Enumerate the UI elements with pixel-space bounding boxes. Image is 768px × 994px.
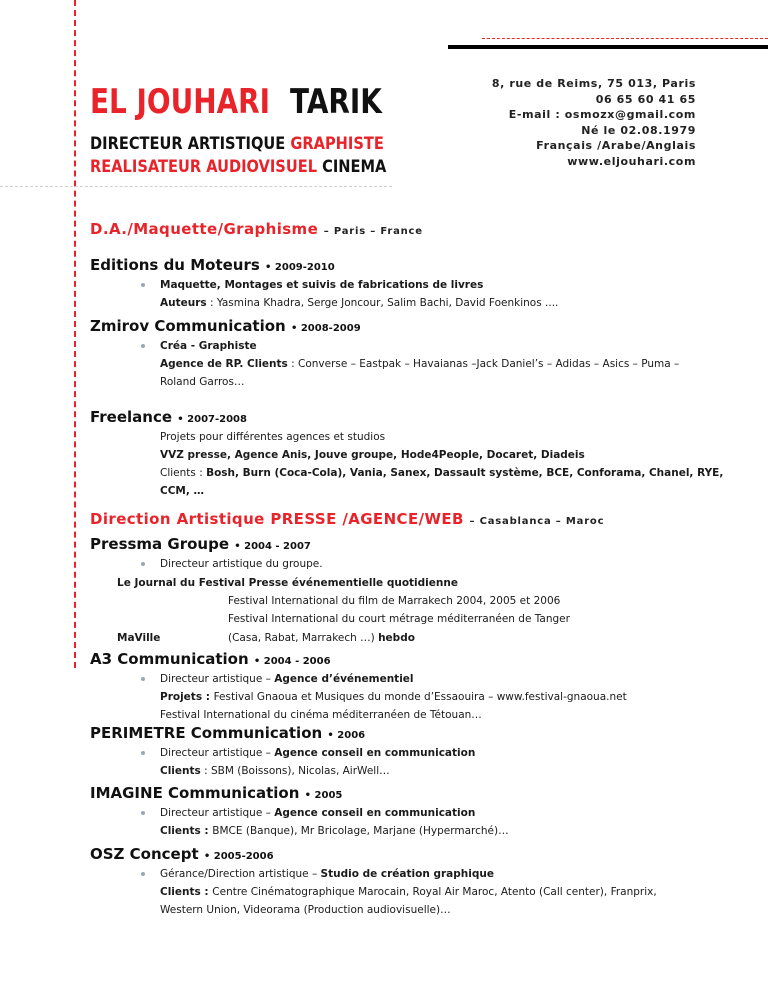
job-company: A3 Communication (90, 650, 249, 668)
job-description: Directeur artistique – Agence conseil en communication (160, 747, 476, 759)
job-perimetre (90, 724, 365, 742)
job-clients: Clients : BMCE (Banque), Mr Bricolage, Marjane (Hypermarché)… (160, 825, 509, 837)
job-dates: • 2009-2010 (265, 262, 335, 273)
maville-label: MaVille (117, 632, 161, 644)
job-company: Freelance (90, 408, 173, 426)
section-title: Direction Artistique PRESSE /AGENCE/WEB (90, 510, 464, 528)
job-projects: Projets : Festival Gnaoua et Musiques du monde d’Essaouira – www.festival-gnaoua.net (160, 691, 627, 703)
section-title: D.A./Maquette/Graphisme (90, 220, 319, 238)
title-role-3: REALISATEUR AUDIOVISUEL (90, 157, 318, 177)
job-clients: Clients : SBM (Boissons), Nicolas, AirWell… (160, 765, 390, 777)
bullet-icon (141, 562, 145, 566)
section-title-direction (90, 510, 604, 528)
name-first: EL JOUHARI (90, 82, 270, 122)
title-role-2: GRAPHISTE (290, 134, 384, 154)
contact-address: 8, rue de Reims, 75 013, Paris (491, 77, 696, 90)
title-line-2 (90, 157, 386, 177)
job-pressma (90, 535, 311, 553)
bullet-icon (141, 811, 145, 815)
job-company: PERIMETRE Communication (90, 724, 323, 742)
journal-festival-2: Festival International du court métrage méditerranéen de Tanger (228, 613, 570, 625)
job-details: Auteurs : Yasmina Khadra, Serge Joncour, Salim Bachi, David Foenkinos .... (160, 297, 559, 309)
job-dates: • 2008-2009 (290, 323, 361, 334)
journal-festival-1: Festival International du film de Marrakech 2004, 2005 et 2006 (228, 595, 561, 607)
job-description: Maquette, Montages et suivis de fabrications de livres (160, 279, 484, 291)
job-zmirov (90, 317, 361, 335)
title-role-4: CINEMA (322, 157, 387, 177)
job-clients: Clients : Centre Cinématographique Marocain, Royal Air Maroc, Atento (Call center), Franprix, (160, 886, 657, 898)
job-description: Gérance/Direction artistique – Studio de création graphique (160, 868, 494, 880)
job-editions (90, 256, 335, 274)
journal-label: Le Journal du Festival Presse événementielle quotidienne (117, 577, 458, 589)
bullet-icon (141, 751, 145, 755)
job-dates: • 2004 - 2007 (234, 541, 311, 552)
job-company: IMAGINE Communication (90, 784, 300, 802)
header-divider (0, 186, 392, 187)
job-osz (90, 845, 274, 863)
bullet-icon (141, 677, 145, 681)
job-description: Projets pour différentes agences et studios (160, 431, 386, 443)
bullet-icon (141, 872, 145, 876)
top-solid-line (448, 45, 768, 49)
job-description: Créa - Graphiste (160, 340, 257, 352)
job-a3 (90, 650, 331, 668)
job-freelance (90, 408, 247, 426)
name-last: TARIK (290, 82, 382, 122)
vertical-dashed-line (74, 0, 76, 668)
job-details: Agence de RP. Clients : Converse – Eastpak – Havaianas –Jack Daniel’s – Adidas – Asics – Puma – (160, 358, 680, 370)
job-dates: • 2005 (304, 790, 343, 801)
job-agencies: VVZ presse, Agence Anis, Jouve groupe, Hode4People, Docaret, Diadeis (160, 449, 585, 461)
job-description: Directeur artistique du groupe. (160, 558, 323, 570)
job-description: Directeur artistique – Agence d’événementiel (160, 673, 414, 685)
bullet-icon (141, 344, 145, 348)
job-clients-cont: CCM, … (160, 485, 205, 497)
contact-email[interactable]: E-mail : osmozx@gmail.com (508, 108, 696, 121)
section-location: – Paris – France (323, 226, 423, 237)
section-title-graphisme (90, 220, 423, 238)
job-dates: • 2004 - 2006 (253, 656, 331, 667)
job-dates: • 2005-2006 (203, 851, 274, 862)
contact-languages: Français /Arabe/Anglais (536, 139, 696, 152)
section-location: – Casablanca – Maroc (469, 516, 605, 527)
title-line-1 (90, 134, 384, 154)
contact-website[interactable]: www.eljouhari.com (567, 154, 696, 168)
bullet-icon (141, 283, 145, 287)
maville-details: (Casa, Rabat, Marrakech …) hebdo (228, 632, 415, 644)
job-company: Pressma Groupe (90, 535, 229, 553)
title-role-1: DIRECTEUR ARTISTIQUE (90, 134, 286, 154)
job-company: OSZ Concept (90, 845, 199, 863)
job-clients-cont: Western Union, Videorama (Production audiovisuelle)… (160, 904, 451, 916)
job-dates: • 2007-2008 (177, 414, 247, 425)
contact-phone: 06 65 60 41 65 (595, 92, 696, 106)
job-imagine (90, 784, 342, 802)
job-projects-cont: Festival International du cinéma méditerranéen de Tétouan… (160, 709, 482, 721)
job-description: Directeur artistique – Agence conseil en communication (160, 807, 476, 819)
contact-block (492, 76, 696, 169)
job-company: Editions du Moteurs (90, 256, 260, 274)
top-dashed-line (482, 38, 768, 39)
contact-birth: Né le 02.08.1979 (581, 123, 696, 137)
job-dates: • 2006 (327, 730, 366, 741)
job-details-cont: Roland Garros… (160, 376, 245, 388)
job-clients: Clients : Bosh, Burn (Coca-Cola), Vania, Sanex, Dassault système, BCE, Conforama, Chanel, RYE, (160, 467, 724, 479)
job-company: Zmirov Communication (90, 317, 286, 335)
